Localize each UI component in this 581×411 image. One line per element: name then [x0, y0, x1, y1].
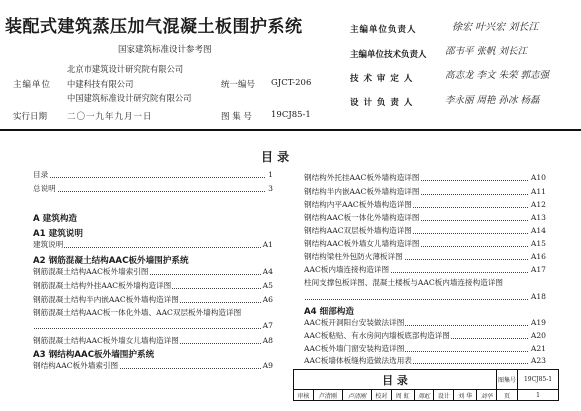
title-block-atlas-number: 19CJ85-1	[518, 370, 559, 390]
title-block-check-label: 校对	[371, 390, 391, 401]
title-block-designer: 刘 华	[454, 390, 477, 401]
title-block-atlas-label: 图集号	[497, 370, 518, 390]
unified-number-label: 统一编号	[221, 80, 256, 90]
toc-section-a4: A4 细部构造	[304, 307, 354, 317]
title-block-review-label: 审核	[294, 390, 314, 401]
title-block-reviewer-signature: 卢清刚	[342, 390, 371, 401]
editor-unit-3: 中国建筑标准设计研究院有限公司	[67, 93, 192, 103]
responsible-signature-2: 邵韦平 张帆 刘长江	[445, 46, 528, 57]
document-subtitle: 国家建筑标准设计参考图	[118, 45, 212, 55]
toc-entry-a19: AAC板开洞阳台安装做法详图 A19	[304, 318, 546, 327]
toc-entry-contents: 目录 1	[33, 170, 273, 179]
toc-entry-a4: 钢筋混凝土结构AAC板外墙索引图 A4	[33, 267, 273, 276]
toc-entry-a7-line2: A7	[33, 320, 273, 332]
responsible-signature-1: 徐宏 叶兴宏 刘长江	[452, 22, 539, 33]
title-block-reviewer: 卢清刚	[313, 390, 342, 401]
editor-unit-2: 中建科技有限公司	[67, 79, 134, 89]
toc-entry-a15: 钢结构AAC板外墙女儿墙构造详图 A15	[304, 239, 546, 248]
title-block-designer-signature: 刘华	[477, 390, 497, 401]
title-block-page-label: 页	[497, 390, 518, 401]
toc-entry-a8: 钢筋混凝土结构AAC板外墙女儿墙构造详图 A8	[33, 336, 273, 345]
toc-entry-a1: 建筑说明 A1	[33, 240, 273, 249]
responsible-label-4: 设 计 负 责 人	[350, 98, 414, 108]
toc-entry-a23: AAC板墙体板缝构造做法选用表 A23	[304, 356, 546, 365]
responsible-signature-4: 李永丽 周艳 孙冰 杨磊	[445, 95, 540, 106]
effective-date: 二〇一九年九月一日	[67, 112, 153, 122]
title-block	[293, 369, 559, 401]
toc-entry-a18-line1: 柱间支撑包板详图、混凝土楼板与AAC板内墙连接构造详图	[304, 278, 504, 287]
unified-number: GJCT-206	[271, 78, 312, 88]
responsible-label-1: 主编单位负责人	[350, 25, 417, 35]
toc-entry-a9: 钢结构AAC板外墙索引图 A9	[33, 361, 273, 370]
toc-entry-a6: 钢筋混凝土结构半内嵌AAC板外墙构造详图 A6	[33, 295, 273, 304]
title-block-checker-signature: 周虹	[414, 390, 434, 401]
responsible-signature-3: 高志龙 李文 朱荣 郭志强	[445, 70, 550, 81]
toc-entry-a5: 钢筋混凝土结构外挂AAC板外墙构造详图 A5	[33, 281, 273, 290]
toc-entry-a17: AAC板内墙连接构造详图 A17	[304, 265, 546, 274]
title-block-name: 目 录	[294, 370, 497, 390]
responsible-label-2: 主编单位技术负责人	[350, 50, 427, 60]
toc-section-a2: A2 钢筋混凝土结构AAC板外墙围护系统	[33, 256, 189, 266]
toc-section-a: A 建筑构造	[33, 214, 78, 224]
toc-entry-a20: AAC板粘贴、有水房间内墙板底部构造详图 A20	[304, 331, 546, 340]
title-block-page-number: 1	[518, 390, 559, 401]
editor-unit-1: 北京市建筑设计研究院有限公司	[67, 64, 184, 74]
editor-unit-label: 主编单位	[13, 80, 52, 90]
toc-entry-a21: AAC板外墙门窗安装构造详图 A21	[304, 344, 546, 353]
toc-entry-a11: 钢结构半内嵌AAC板外墙构造详图 A11	[304, 187, 546, 196]
atlas-number-label: 图 集 号	[221, 112, 252, 122]
title-block-design-label: 设计	[434, 390, 454, 401]
toc-section-a1: A1 建筑说明	[33, 229, 83, 239]
toc-entry-a16: 钢结构梁柱外包防火薄板详图 A16	[304, 252, 546, 261]
responsible-label-3: 技 术 审 定 人	[350, 74, 414, 84]
header-divider	[0, 129, 581, 131]
toc-entry-a14: 钢结构AAC双层板外墙构造详图 A14	[304, 226, 546, 235]
toc-entry-a10: 钢结构外托挂AAC板外墙构造详图 A10	[304, 173, 546, 182]
document-title: 装配式建筑蒸压加气混凝土板围护系统	[5, 17, 303, 37]
toc-section-a3: A3 钢结构AAC板外墙围护系统	[33, 350, 155, 360]
effective-date-label: 实行日期	[13, 112, 48, 122]
atlas-number: 19CJ85-1	[271, 110, 311, 120]
toc-heading: 目 录	[261, 150, 290, 164]
toc-entry-a7-line1: 钢筋混凝土结构AAC板一体化外墙、AAC双层板外墙构造详图	[33, 308, 242, 317]
toc-entry-a12: 钢结构内平AAC板外墙构造详图 A12	[304, 200, 546, 209]
toc-entry-a18-line2: A18	[304, 291, 546, 303]
title-block-checker: 周 虹	[391, 390, 414, 401]
toc-entry-a13: 钢结构AAC板一体化外墙构造详图 A13	[304, 213, 546, 222]
toc-entry-general-notes: 总说明 3	[33, 184, 273, 193]
